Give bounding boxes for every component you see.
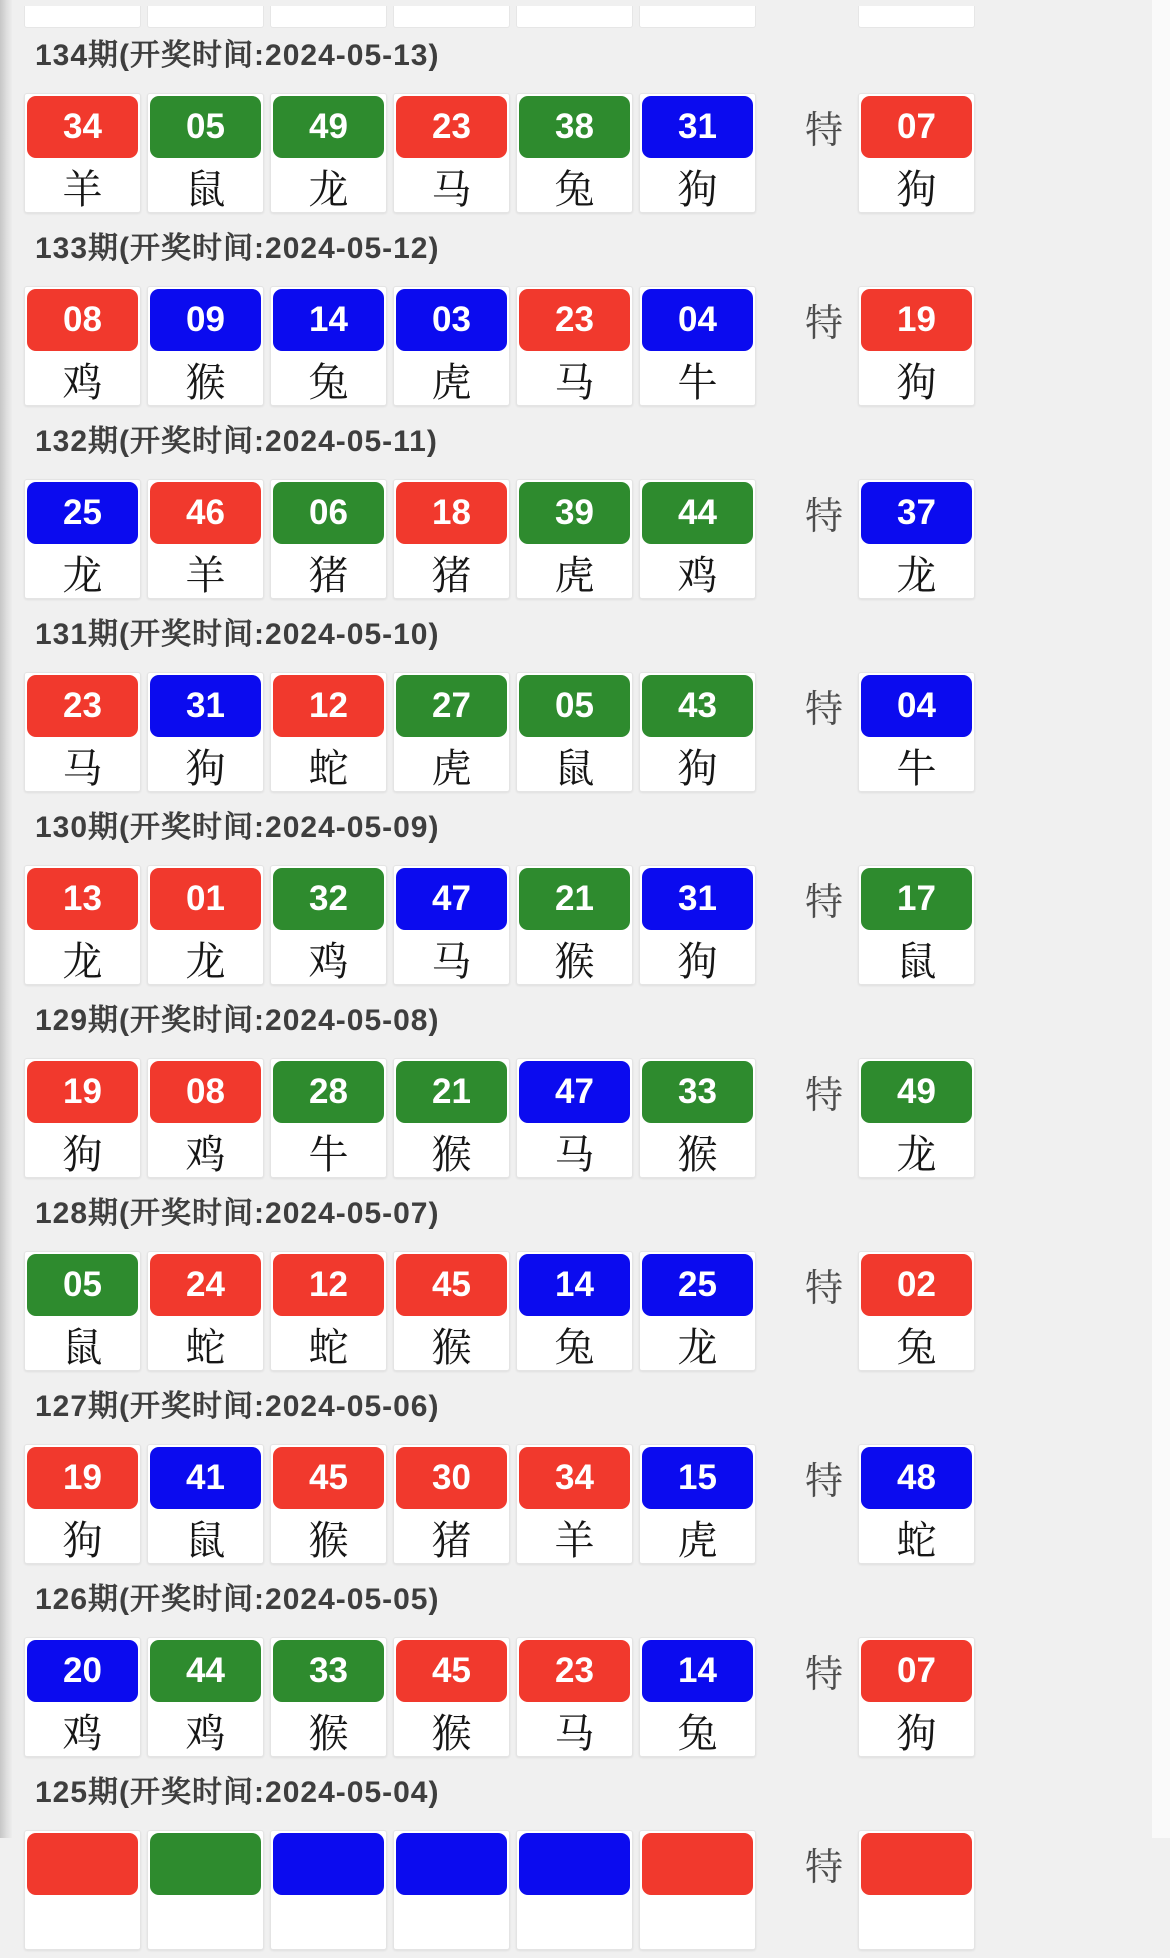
number-ball: 08 — [27, 289, 138, 351]
zodiac-label: 猴 — [185, 360, 226, 405]
number-cell — [147, 1444, 264, 1564]
number-cell — [270, 479, 387, 599]
zodiac-label — [859, 1897, 974, 1949]
number-ball: 23 — [396, 96, 507, 158]
period-title: 131期(开奖时间:2024-05-10) — [35, 618, 440, 651]
number-ball: 18 — [396, 482, 507, 544]
number-ball: 31 — [150, 675, 261, 737]
number-cell — [639, 479, 756, 599]
number-ball: 46 — [150, 482, 261, 544]
number-ball — [861, 1833, 972, 1895]
zodiac-label: 马 — [554, 1132, 595, 1177]
zodiac-label: 兔 — [554, 167, 595, 212]
period-block — [12, 993, 1152, 1186]
period-block — [12, 1379, 1152, 1572]
zodiac-label: 马 — [554, 1711, 595, 1756]
period-block — [12, 414, 1152, 607]
zodiac-label: 狗 — [677, 939, 718, 984]
number-cell — [24, 93, 141, 213]
number-ball: 06 — [273, 482, 384, 544]
number-cell — [147, 672, 264, 792]
zodiac-label — [394, 1897, 509, 1949]
number-ball: 34 — [519, 1447, 630, 1509]
number-cell — [24, 479, 141, 599]
number-cell — [516, 1058, 633, 1178]
special-number-cell — [858, 6, 975, 28]
number-ball: 01 — [150, 868, 261, 930]
number-ball: 21 — [396, 1061, 507, 1123]
number-ball: 17 — [861, 868, 972, 930]
number-cell — [393, 1637, 510, 1757]
number-cell — [270, 93, 387, 213]
zodiac-label: 鸡 — [308, 939, 349, 984]
zodiac-label: 狗 — [896, 1711, 937, 1756]
number-ball: 44 — [150, 1640, 261, 1702]
number-cell — [24, 672, 141, 792]
number-ball: 14 — [642, 1640, 753, 1702]
special-marker-label: 特 — [804, 109, 843, 152]
number-cell — [24, 286, 141, 406]
zodiac-label: 兔 — [896, 1325, 937, 1370]
special-marker-label: 特 — [804, 302, 843, 345]
number-ball: 12 — [273, 1254, 384, 1316]
zodiac-label: 兔 — [308, 360, 349, 405]
zodiac-label: 狗 — [677, 746, 718, 791]
number-cell — [639, 1830, 756, 1950]
zodiac-label: 羊 — [62, 167, 103, 212]
number-cell — [516, 1251, 633, 1371]
zodiac-label: 猴 — [308, 1518, 349, 1563]
number-cell — [516, 672, 633, 792]
number-cell — [24, 865, 141, 985]
zodiac-label: 牛 — [308, 1132, 349, 1177]
numbers-row — [24, 93, 1152, 213]
zodiac-label: 鼠 — [896, 939, 937, 984]
zodiac-label: 猴 — [554, 939, 595, 984]
number-ball: 09 — [150, 289, 261, 351]
number-ball: 03 — [396, 289, 507, 351]
number-cell — [270, 1058, 387, 1178]
special-gap — [762, 6, 854, 28]
number-cell — [147, 6, 264, 28]
number-ball: 44 — [642, 482, 753, 544]
period-block — [12, 1765, 1152, 1958]
number-cell — [393, 93, 510, 213]
number-cell — [24, 1058, 141, 1178]
number-ball: 07 — [861, 96, 972, 158]
period-title: 126期(开奖时间:2024-05-05) — [35, 1583, 440, 1616]
number-cell — [24, 1637, 141, 1757]
special-number-cell — [858, 286, 975, 406]
number-ball: 28 — [273, 1061, 384, 1123]
number-cell — [147, 1637, 264, 1757]
number-ball: 23 — [519, 289, 630, 351]
number-ball: 33 — [273, 1640, 384, 1702]
number-ball: 21 — [519, 868, 630, 930]
zodiac-label: 龙 — [185, 939, 226, 984]
number-ball: 43 — [642, 675, 753, 737]
period-title: 132期(开奖时间:2024-05-11) — [35, 425, 438, 458]
number-cell — [639, 1058, 756, 1178]
number-cell — [147, 865, 264, 985]
special-marker-label: 特 — [804, 1074, 843, 1117]
zodiac-label: 虎 — [431, 360, 472, 405]
special-number-cell — [858, 1058, 975, 1178]
number-ball: 32 — [273, 868, 384, 930]
page-right-edge — [1152, 0, 1170, 1838]
period-title: 125期(开奖时间:2024-05-04) — [35, 1776, 440, 1809]
number-ball: 25 — [27, 482, 138, 544]
number-ball: 23 — [519, 1640, 630, 1702]
number-cell — [393, 1251, 510, 1371]
zodiac-label: 羊 — [554, 1518, 595, 1563]
zodiac-label: 虎 — [431, 746, 472, 791]
zodiac-label — [517, 1897, 632, 1949]
previous-period-partial-row — [24, 6, 1152, 28]
number-ball: 31 — [642, 96, 753, 158]
number-ball: 07 — [861, 1640, 972, 1702]
number-cell — [24, 1830, 141, 1950]
number-cell — [147, 93, 264, 213]
period-title: 134期(开奖时间:2024-05-13) — [35, 39, 440, 72]
zodiac-label: 鼠 — [62, 1325, 103, 1370]
number-ball: 05 — [27, 1254, 138, 1316]
page-left-edge — [0, 0, 12, 1838]
numbers-row — [24, 1444, 1152, 1564]
number-ball: 48 — [861, 1447, 972, 1509]
number-cell — [270, 1830, 387, 1950]
zodiac-label: 狗 — [896, 360, 937, 405]
number-cell — [516, 93, 633, 213]
period-title: 133期(开奖时间:2024-05-12) — [35, 232, 440, 265]
number-ball: 45 — [396, 1254, 507, 1316]
number-cell — [147, 479, 264, 599]
zodiac-label: 蛇 — [185, 1325, 226, 1370]
zodiac-label: 狗 — [62, 1132, 103, 1177]
number-cell — [516, 1637, 633, 1757]
number-ball: 23 — [27, 675, 138, 737]
zodiac-label: 蛇 — [308, 746, 349, 791]
number-ball: 08 — [150, 1061, 261, 1123]
zodiac-label: 龙 — [677, 1325, 718, 1370]
numbers-row — [24, 865, 1152, 985]
zodiac-label — [148, 1897, 263, 1949]
number-cell — [393, 479, 510, 599]
number-cell — [516, 6, 633, 28]
results-list — [12, 0, 1152, 1958]
zodiac-label: 龙 — [896, 1132, 937, 1177]
number-ball: 25 — [642, 1254, 753, 1316]
numbers-row — [24, 672, 1152, 792]
number-ball: 19 — [27, 1061, 138, 1123]
zodiac-label: 猴 — [431, 1711, 472, 1756]
number-ball: 02 — [861, 1254, 972, 1316]
zodiac-label: 猪 — [431, 1518, 472, 1563]
special-marker-label: 特 — [804, 688, 843, 731]
special-marker-label: 特 — [804, 1846, 843, 1889]
number-cell — [516, 1444, 633, 1564]
zodiac-label: 兔 — [554, 1325, 595, 1370]
zodiac-label: 蛇 — [896, 1518, 937, 1563]
number-ball: 38 — [519, 96, 630, 158]
number-ball: 34 — [27, 96, 138, 158]
zodiac-label: 马 — [554, 360, 595, 405]
zodiac-label: 马 — [431, 939, 472, 984]
zodiac-label: 兔 — [677, 1711, 718, 1756]
number-cell — [270, 1444, 387, 1564]
number-ball: 05 — [150, 96, 261, 158]
zodiac-label: 虎 — [677, 1518, 718, 1563]
zodiac-label: 猪 — [431, 553, 472, 598]
number-cell — [393, 286, 510, 406]
zodiac-label: 鼠 — [185, 167, 226, 212]
number-cell — [393, 865, 510, 985]
zodiac-label: 鼠 — [185, 1518, 226, 1563]
number-ball — [273, 1833, 384, 1895]
special-marker-label: 特 — [804, 881, 843, 924]
zodiac-label: 羊 — [185, 553, 226, 598]
special-number-cell — [858, 1637, 975, 1757]
number-cell — [270, 865, 387, 985]
number-cell — [147, 1830, 264, 1950]
number-ball: 14 — [273, 289, 384, 351]
number-ball: 15 — [642, 1447, 753, 1509]
zodiac-label: 马 — [431, 167, 472, 212]
number-ball: 14 — [519, 1254, 630, 1316]
zodiac-label: 鸡 — [62, 1711, 103, 1756]
period-title: 127期(开奖时间:2024-05-06) — [35, 1390, 440, 1423]
number-cell — [639, 93, 756, 213]
number-cell — [516, 865, 633, 985]
number-ball: 24 — [150, 1254, 261, 1316]
zodiac-label: 狗 — [62, 1518, 103, 1563]
zodiac-label: 鸡 — [62, 360, 103, 405]
zodiac-label: 鸡 — [185, 1711, 226, 1756]
period-block — [12, 800, 1152, 993]
numbers-row — [24, 1637, 1152, 1757]
zodiac-label: 蛇 — [308, 1325, 349, 1370]
period-block — [12, 1572, 1152, 1765]
number-cell — [393, 1444, 510, 1564]
number-ball — [519, 1833, 630, 1895]
special-number-cell — [858, 1830, 975, 1950]
number-cell — [270, 1251, 387, 1371]
zodiac-label: 狗 — [677, 167, 718, 212]
zodiac-label: 龙 — [62, 553, 103, 598]
number-cell — [639, 1444, 756, 1564]
zodiac-label: 龙 — [62, 939, 103, 984]
number-ball: 27 — [396, 675, 507, 737]
numbers-row — [24, 1830, 1152, 1950]
number-ball: 39 — [519, 482, 630, 544]
number-cell — [270, 6, 387, 28]
number-ball: 47 — [519, 1061, 630, 1123]
period-title: 128期(开奖时间:2024-05-07) — [35, 1197, 440, 1230]
special-number-cell — [858, 93, 975, 213]
number-cell — [24, 6, 141, 28]
zodiac-label: 虎 — [554, 553, 595, 598]
number-cell — [516, 479, 633, 599]
number-ball: 45 — [273, 1447, 384, 1509]
numbers-row — [24, 1251, 1152, 1371]
number-ball: 13 — [27, 868, 138, 930]
zodiac-label: 猴 — [431, 1325, 472, 1370]
number-ball: 37 — [861, 482, 972, 544]
special-marker-label: 特 — [804, 1267, 843, 1310]
number-ball — [150, 1833, 261, 1895]
number-cell — [516, 1830, 633, 1950]
zodiac-label — [271, 1897, 386, 1949]
number-cell — [516, 286, 633, 406]
special-number-cell — [858, 1251, 975, 1371]
special-number-cell — [858, 479, 975, 599]
special-marker-label: 特 — [804, 1653, 843, 1696]
numbers-row — [24, 1058, 1152, 1178]
zodiac-label: 龙 — [896, 553, 937, 598]
zodiac-label — [25, 1897, 140, 1949]
zodiac-label: 猴 — [308, 1711, 349, 1756]
period-block — [12, 221, 1152, 414]
zodiac-label: 猴 — [677, 1132, 718, 1177]
zodiac-label: 马 — [62, 746, 103, 791]
number-ball: 04 — [642, 289, 753, 351]
number-ball: 12 — [273, 675, 384, 737]
zodiac-label — [640, 1897, 755, 1949]
number-ball — [27, 1833, 138, 1895]
number-cell — [639, 672, 756, 792]
zodiac-label: 鸡 — [677, 553, 718, 598]
number-cell — [393, 6, 510, 28]
zodiac-label: 狗 — [185, 746, 226, 791]
period-block — [12, 1186, 1152, 1379]
number-ball: 31 — [642, 868, 753, 930]
zodiac-label: 龙 — [308, 167, 349, 212]
number-ball: 49 — [273, 96, 384, 158]
number-cell — [639, 6, 756, 28]
number-ball: 33 — [642, 1061, 753, 1123]
number-cell — [639, 1251, 756, 1371]
number-ball: 30 — [396, 1447, 507, 1509]
number-cell — [147, 1058, 264, 1178]
number-cell — [270, 286, 387, 406]
number-cell — [147, 286, 264, 406]
number-ball — [396, 1833, 507, 1895]
zodiac-label: 鸡 — [185, 1132, 226, 1177]
special-number-cell — [858, 865, 975, 985]
period-block — [12, 28, 1152, 221]
number-cell — [639, 865, 756, 985]
number-cell — [393, 1830, 510, 1950]
number-ball: 19 — [861, 289, 972, 351]
number-cell — [639, 286, 756, 406]
number-cell — [24, 1444, 141, 1564]
special-number-cell — [858, 672, 975, 792]
number-ball: 05 — [519, 675, 630, 737]
number-ball: 45 — [396, 1640, 507, 1702]
number-ball — [642, 1833, 753, 1895]
numbers-row — [24, 286, 1152, 406]
zodiac-label: 牛 — [677, 360, 718, 405]
number-ball: 04 — [861, 675, 972, 737]
special-number-cell — [858, 1444, 975, 1564]
number-cell — [639, 1637, 756, 1757]
number-ball: 19 — [27, 1447, 138, 1509]
number-cell — [393, 672, 510, 792]
zodiac-label: 狗 — [896, 167, 937, 212]
number-cell — [147, 1251, 264, 1371]
zodiac-label: 牛 — [896, 746, 937, 791]
number-cell — [270, 672, 387, 792]
period-block — [12, 607, 1152, 800]
number-ball: 20 — [27, 1640, 138, 1702]
zodiac-label: 鼠 — [554, 746, 595, 791]
special-marker-label: 特 — [804, 1460, 843, 1503]
zodiac-label: 猪 — [308, 553, 349, 598]
number-ball: 41 — [150, 1447, 261, 1509]
number-cell — [270, 1637, 387, 1757]
number-ball: 49 — [861, 1061, 972, 1123]
numbers-row — [24, 479, 1152, 599]
period-title: 130期(开奖时间:2024-05-09) — [35, 811, 440, 844]
zodiac-label: 猴 — [431, 1132, 472, 1177]
number-ball: 47 — [396, 868, 507, 930]
period-title: 129期(开奖时间:2024-05-08) — [35, 1004, 440, 1037]
number-cell — [393, 1058, 510, 1178]
special-marker-label: 特 — [804, 495, 843, 538]
number-cell — [24, 1251, 141, 1371]
